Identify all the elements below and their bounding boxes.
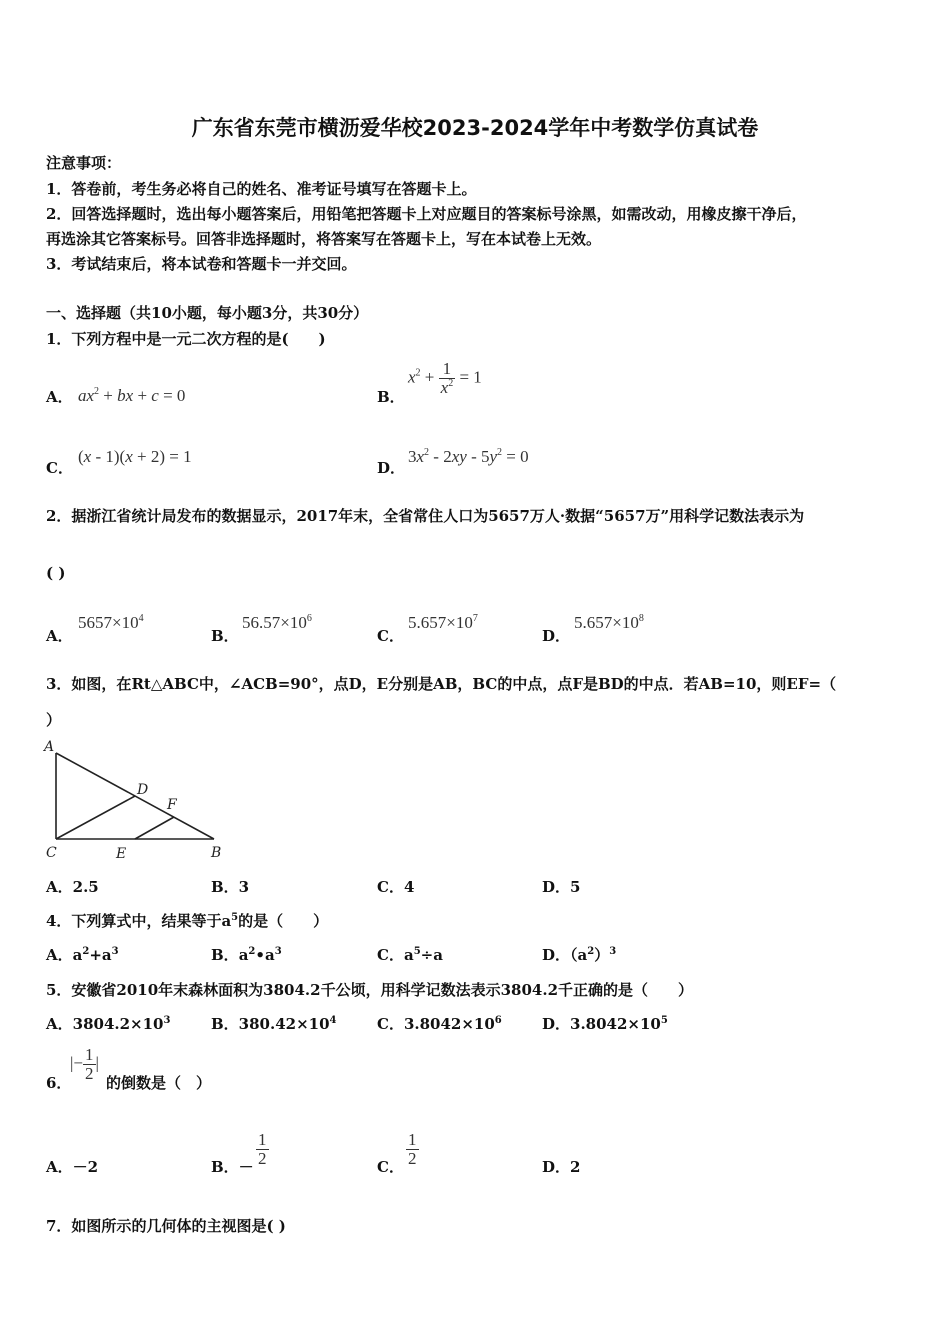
q2-option-b-math: $56.57\times 10^6$ bbox=[242, 613, 312, 632]
q6-option-b-label: B．－ bbox=[211, 1158, 254, 1176]
notice-item-1: 1．答卷前，考生务必将自己的姓名、准考证号填写在答题卡上。 bbox=[46, 180, 477, 198]
q2-option-a-math: $5657\times 10^4$ bbox=[78, 613, 144, 632]
q6-option-c-fraction: $\frac{1}{2}$ bbox=[408, 1130, 417, 1168]
q6-stem: 的倒数是（ ） bbox=[106, 1074, 212, 1092]
q1-option-d-math: $3x^2 - 2xy - 5y^2 = 0$ bbox=[408, 447, 529, 466]
q4-option-a: A．$a^2+a^3$ bbox=[46, 946, 119, 964]
q3-option-c: C．4 bbox=[377, 878, 415, 896]
notice-heading: 注意事项： bbox=[46, 154, 122, 172]
q5-option-a: A．$3804.2\times 10^3$ bbox=[46, 1015, 171, 1033]
q5-option-b: B．$380.42\times 10^4$ bbox=[211, 1015, 337, 1033]
q1-option-a-math: $ax^2$ + bx + c = 0 bbox=[78, 386, 186, 405]
label-e: E bbox=[116, 846, 127, 862]
label-f: F bbox=[167, 797, 177, 813]
q1-option-c-label: C． bbox=[46, 459, 73, 477]
q4-stem: 4．下列算式中，结果等于$a^5$的是（ ） bbox=[46, 912, 329, 930]
q3-stem-end: ） bbox=[46, 711, 62, 729]
label-a: A bbox=[44, 739, 55, 755]
label-b: B bbox=[211, 845, 222, 861]
q2-option-d-math: $5.657\times 10^8$ bbox=[574, 613, 644, 632]
q6-option-d: D．2 bbox=[542, 1158, 581, 1176]
q1-option-c-math: (x - 1)(x + 2) = 1 bbox=[78, 447, 192, 466]
q1-stem: 1．下列方程中是一元二次方程的是( ) bbox=[46, 330, 326, 348]
notice-item-2: 2．回答选择题时，选出每小题答案后，用铅笔把答题卡上对应题目的答案标号涂黑，如需改动，用橡皮擦干净后， bbox=[46, 205, 807, 223]
label-c: C bbox=[46, 845, 57, 861]
q2-stem: 2．据浙江省统计局发布的数据显示，2017年末，全省常住人口为5657万人·数据“5657万”用科学记数法表示为 bbox=[46, 507, 805, 525]
triangle-figure bbox=[42, 737, 232, 863]
q1-option-b-math: $x^2$ + $\frac{1}{x^2}$ = 1 bbox=[408, 359, 482, 397]
q4-option-d: D．$(a^2)^3$ bbox=[542, 946, 617, 964]
q6-number: 6． bbox=[46, 1074, 72, 1092]
segment-cd bbox=[56, 796, 135, 839]
q6-option-a: A．－2 bbox=[46, 1158, 99, 1176]
q6-option-c-label: C． bbox=[377, 1158, 404, 1176]
q2-paren: ( ) bbox=[46, 564, 66, 582]
q6-option-b-fraction: $\frac{1}{2}$ bbox=[258, 1130, 267, 1168]
q3-option-a: A．2.5 bbox=[46, 878, 99, 896]
section-heading: 一、选择题（共10小题，每小题3分，共30分） bbox=[46, 304, 369, 322]
page-title: 广东省东莞市横沥爱华校2023-2024学年中考数学仿真试卷 bbox=[191, 116, 759, 140]
q6-abs-expression: |− $\frac{1}{2}$ | bbox=[70, 1045, 99, 1083]
q2-option-c-label: C． bbox=[377, 627, 404, 645]
q1-option-d-label: D． bbox=[377, 459, 406, 477]
notice-item-2-cont: 再选涂其它答案标号。回答非选择题时，将答案写在答题卡上，写在本试卷上无效。 bbox=[46, 230, 602, 248]
q2-option-c-math: $5.657\times 10^7$ bbox=[408, 613, 478, 632]
q4-option-b: B．$a^2•a^3$ bbox=[211, 946, 282, 964]
q5-stem: 5．安徽省2010年末森林面积为3804.2千公顷，用科学记数法表示3804.2千正确的是（ ） bbox=[46, 981, 694, 999]
q4-option-c: C．$a^5\div a$ bbox=[377, 946, 443, 964]
q1-option-a-label: A． bbox=[46, 388, 73, 406]
q2-option-d-label: D． bbox=[542, 627, 571, 645]
q2-option-a-label: A． bbox=[46, 627, 73, 645]
q3-option-d: D．5 bbox=[542, 878, 581, 896]
q5-option-d: D．$3.8042\times 10^5$ bbox=[542, 1015, 668, 1033]
label-d: D bbox=[137, 782, 149, 798]
segment-ef bbox=[135, 817, 174, 839]
q5-option-c: C．$3.8042\times 10^6$ bbox=[377, 1015, 502, 1033]
q3-option-b: B．3 bbox=[211, 878, 250, 896]
q1-option-b-label: B． bbox=[377, 388, 405, 406]
q7-stem: 7．如图所示的几何体的主视图是( ) bbox=[46, 1217, 286, 1235]
q3-stem: 3．如图，在Rt△ABC中，∠ACB=90°，点D，E分别是AB，BC的中点，点F是BD的中点．若AB=10，则EF=（ bbox=[46, 675, 837, 693]
q2-option-b-label: B． bbox=[211, 627, 239, 645]
notice-item-3: 3．考试结束后，将本试卷和答题卡一并交回。 bbox=[46, 255, 357, 273]
